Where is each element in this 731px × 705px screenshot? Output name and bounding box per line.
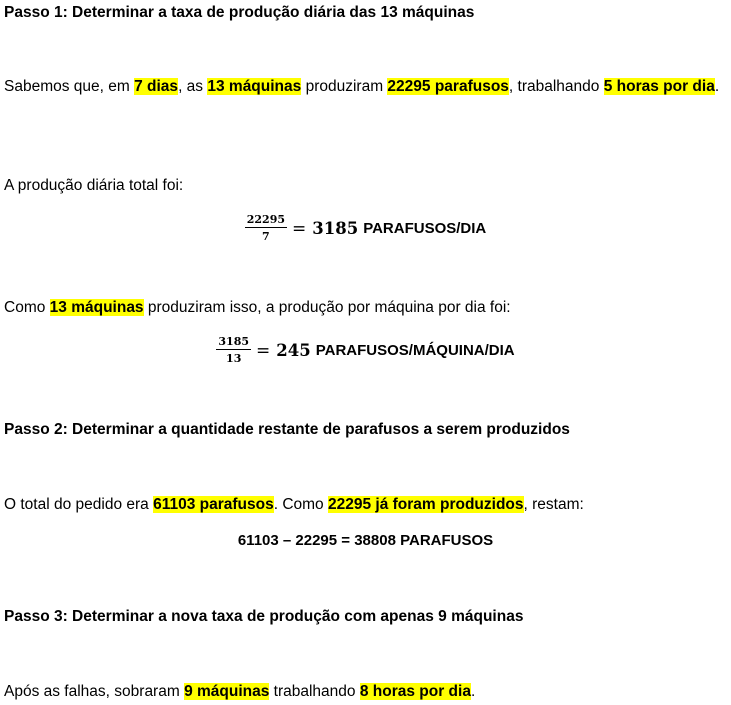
highlight-days: 7 dias — [134, 78, 179, 95]
formula-daily-total — [0, 210, 731, 244]
step1-paragraph-3 — [4, 297, 511, 319]
equals-sign: = — [292, 218, 307, 239]
formula-unit: PARAFUSOS/DIA — [363, 220, 487, 237]
step3-heading: Passo 3: Determinar a nova taxa de produção com apenas 9 máquinas — [4, 608, 524, 625]
step1-heading: Passo 1: Determinar a taxa de produção diária das 13 máquinas — [4, 4, 475, 21]
highlight-produced: 22295 já foram produzidos — [327, 496, 524, 513]
formula-per-machine — [0, 332, 731, 366]
text-run: . Como — [273, 496, 328, 513]
text-run: Após as falhas, sobraram — [4, 683, 185, 700]
step2-heading: Passo 2: Determinar a quantidade restante de parafusos a serem produzidos — [4, 421, 570, 438]
fraction — [216, 335, 251, 366]
formula-value: 245 — [276, 341, 311, 360]
step2-paragraph-1 — [4, 494, 584, 516]
highlight-screws: 22295 parafusos — [387, 78, 509, 95]
formula-unit: PARAFUSOS/MÁQUINA/DIA — [315, 342, 515, 359]
text-run: Sabemos que, em — [4, 78, 135, 95]
step1-paragraph-1 — [4, 75, 720, 99]
highlight-hours: 8 horas por dia — [359, 683, 471, 700]
remaining-calculation: 61103 – 22295 = 38808 PARAFUSOS — [237, 532, 494, 549]
text-run: , restam: — [523, 496, 584, 513]
text-run: Como — [4, 299, 50, 316]
step1-paragraph-2: A produção diária total foi: — [4, 177, 184, 194]
highlight-total-order: 61103 parafusos — [153, 496, 274, 513]
text-run: , trabalhando — [508, 78, 604, 95]
text-run: , as — [178, 78, 208, 95]
step3-paragraph-1 — [4, 681, 475, 703]
highlight-machines: 13 máquinas — [207, 78, 302, 95]
text-run: produziram — [301, 78, 388, 95]
fraction-numerator: 3185 — [218, 335, 250, 348]
highlight-hours: 5 horas por dia — [603, 78, 715, 95]
text-run: O total do pedido era — [4, 496, 154, 513]
text-run: trabalhando — [269, 683, 360, 700]
equals-sign: = — [256, 340, 271, 361]
text-run: produziram isso, a produção por máquina por dia foi: — [143, 299, 511, 316]
highlight-machines: 9 máquinas — [184, 683, 270, 700]
fraction-denominator: 13 — [226, 352, 242, 365]
highlight-machines: 13 máquinas — [49, 299, 144, 316]
fraction — [245, 213, 287, 244]
formula-value: 3185 — [312, 219, 359, 238]
text-run: . — [470, 683, 476, 700]
fraction-denominator: 7 — [262, 230, 270, 243]
fraction-numerator: 22295 — [246, 213, 286, 226]
text-run: . — [714, 78, 720, 95]
